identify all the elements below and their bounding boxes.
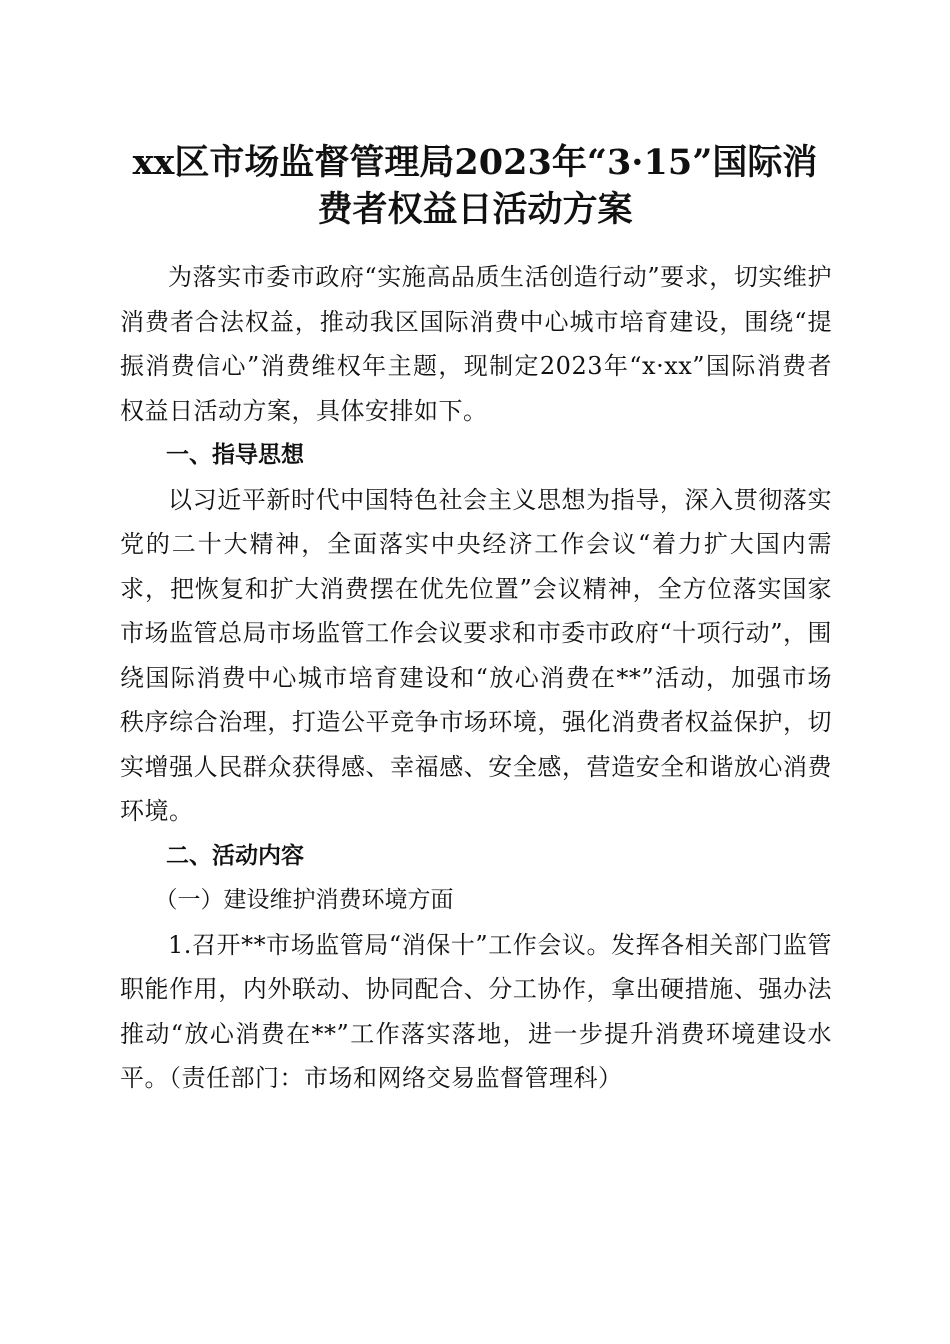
section-heading-activity-content: 二、活动内容 [166,842,304,869]
document-title-line-1: xx区市场监督管理局2023年“3·15”国际消 [132,142,818,183]
document-title-line-2: 费者权益日活动方案 [317,189,633,230]
activity-item-1-paragraph: 1.召开**市场监管局“消保十”工作会议。发挥各相关部门监管职能作用，内外联动、协同配合、分工协作，拿出硬措施、强办法推动“放心消费在**”工作落实落地，进一步提升消费环境建设水平。（责任部门：市场和网络交易监督管理科） [120,930,832,1092]
guiding-ideology-paragraph: 以习近平新时代中国特色社会主义思想为指导，深入贯彻落实党的二十大精神，全面落实中央经济工作会议“着力扩大国内需求，把恢复和扩大消费摆在优先位置”会议精神，全方位落实国家市场监管总局市场监管工作会议要求和市委市政府“十项行动”，围绕国际消费中心城市培育建设和“放心消费在**”活动，加强市场秩序综合治理，打造公平竞争市场环境，强化消费者权益保护，切实增强人民群众获得感、幸福感、安全感，营造安全和谐放心消费环境。 [120,485,832,825]
document-body [120,255,832,1101]
intro-paragraph: 为落实市委市政府“实施高品质生活创造行动”要求，切实维护消费者合法权益，推动我区国际消费中心城市培育建设，围绕“提振消费信心”消费维权年主题，现制定2023年“x·xx”国际消费者权益日活动方案，具体安排如下。 [120,263,832,425]
subsection-heading-consumer-environment: （一）建设维护消费环境方面 [154,887,454,913]
section-heading-guiding-ideology: 一、指导思想 [166,442,304,468]
